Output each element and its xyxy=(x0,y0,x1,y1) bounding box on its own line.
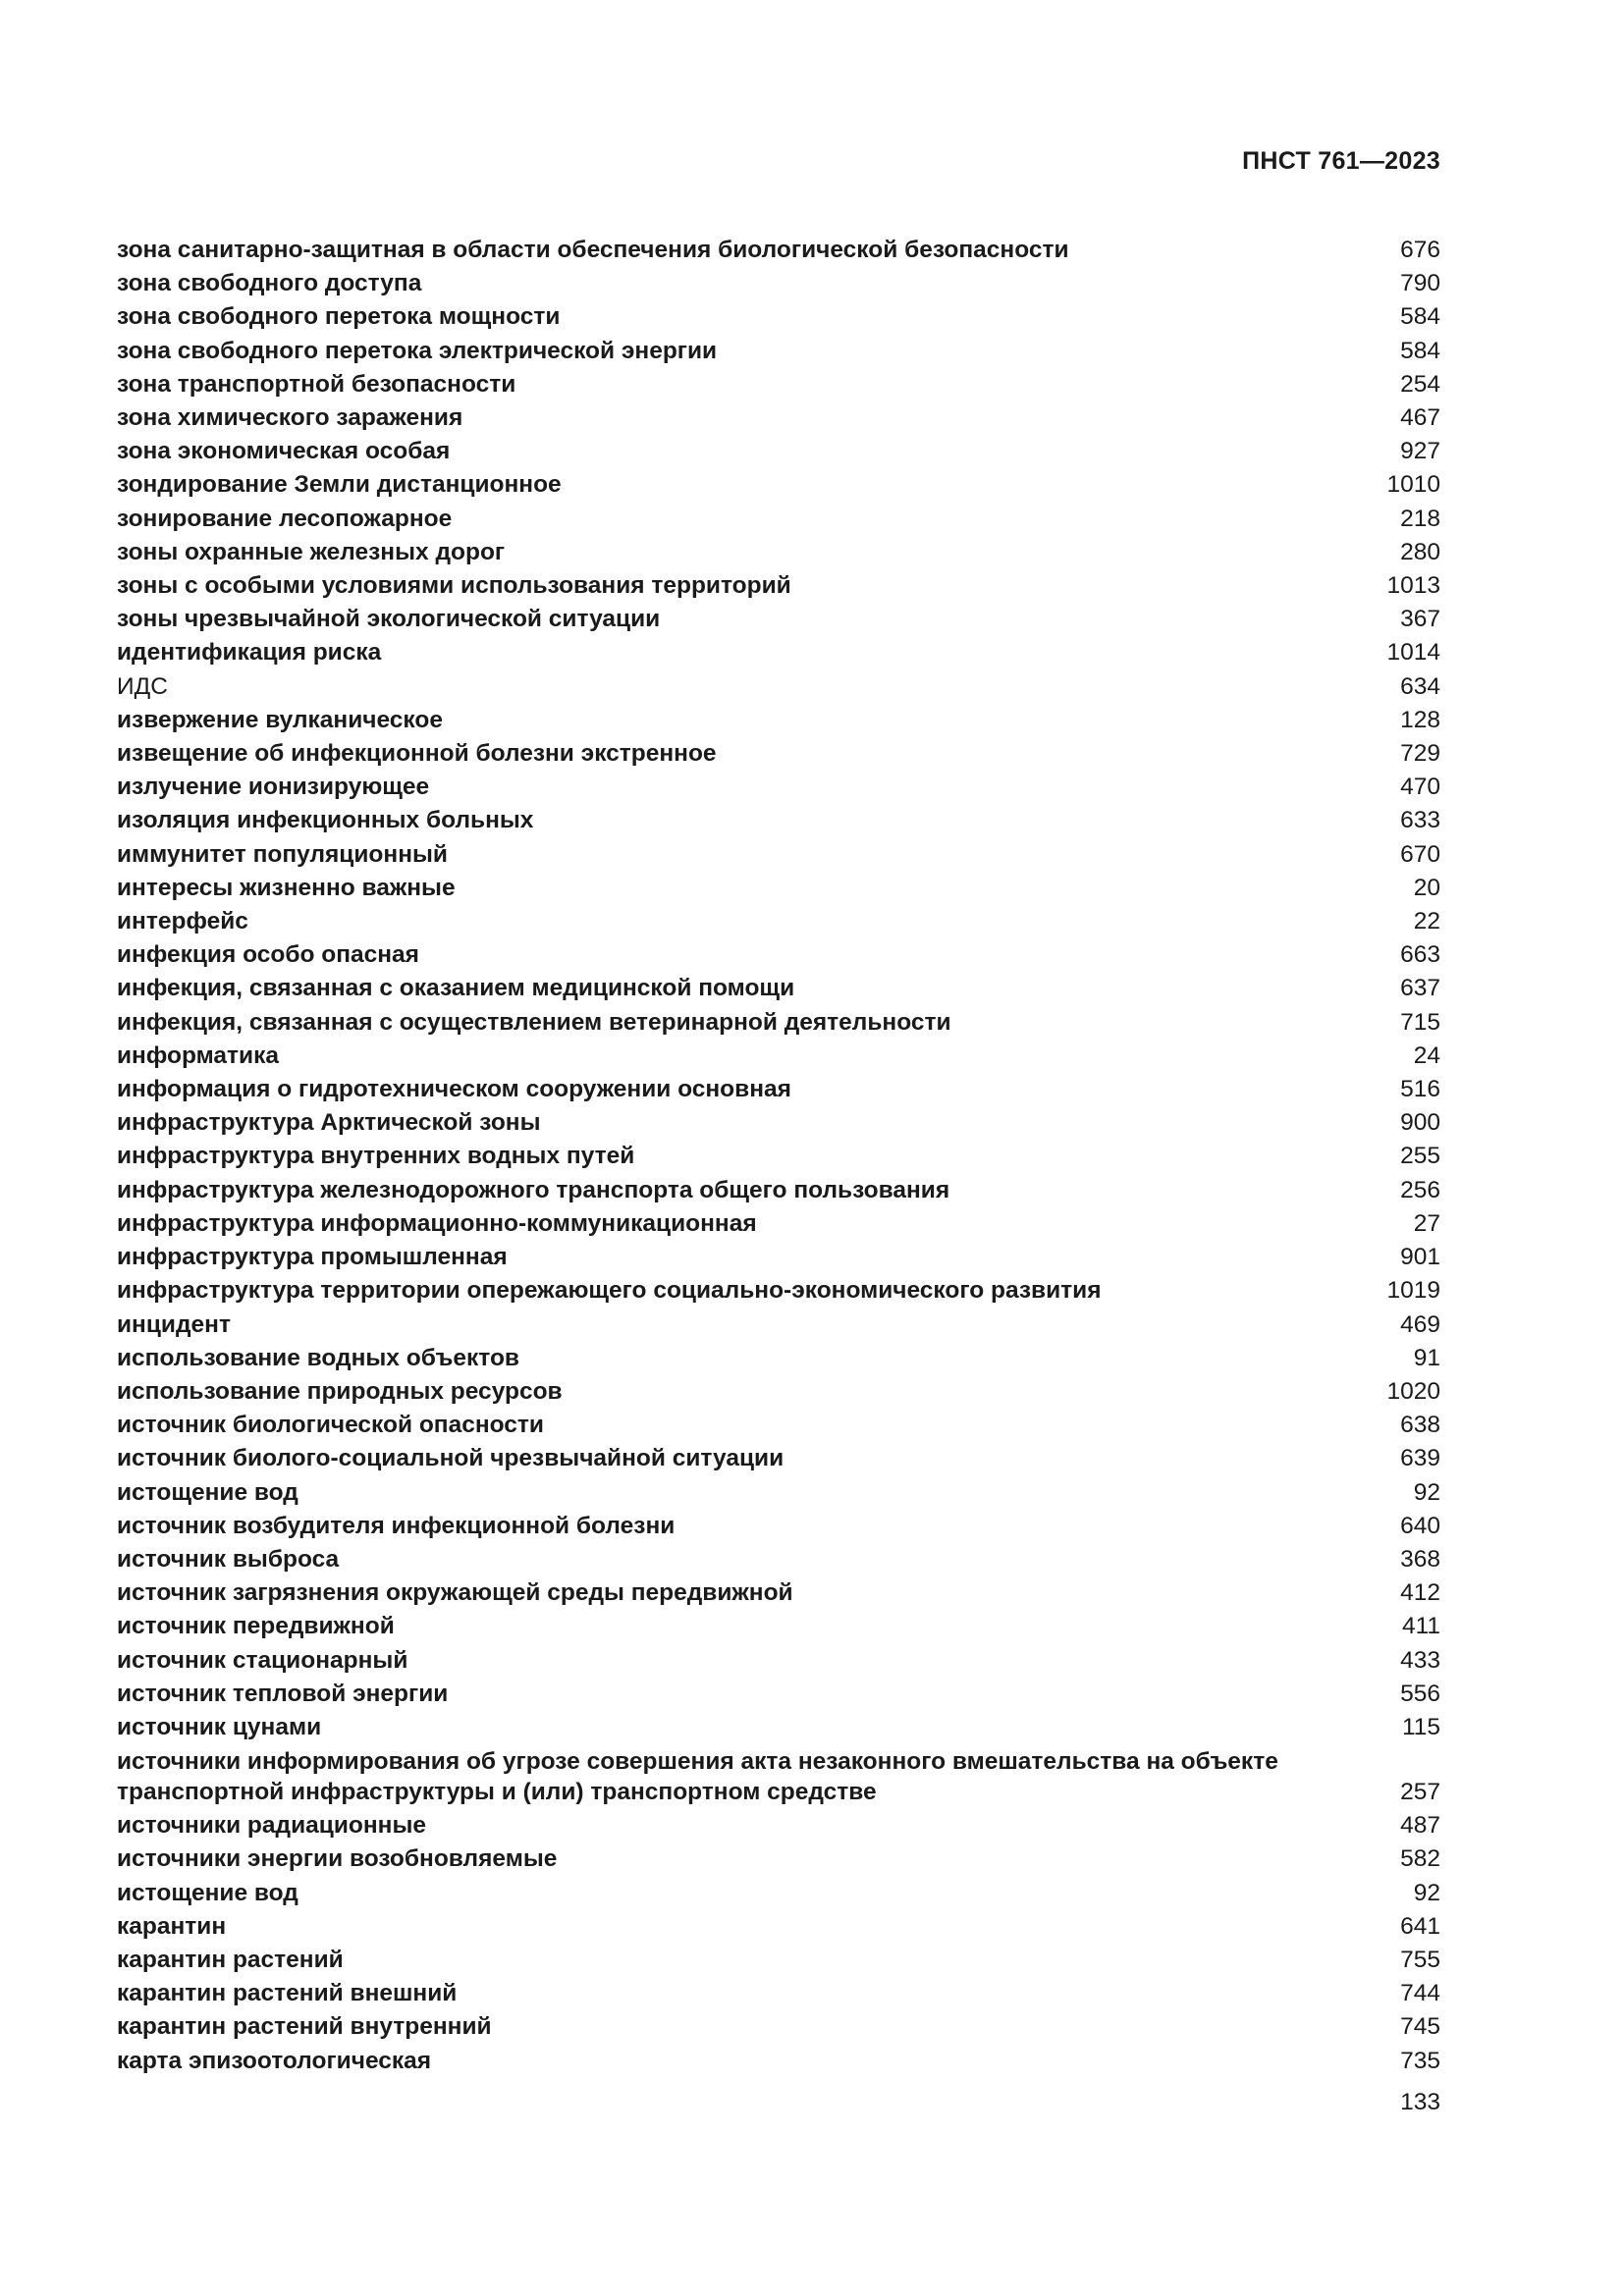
index-page-ref: 411 xyxy=(1401,1613,1440,1640)
index-term: источники энергии возобновляемые xyxy=(117,1845,558,1873)
index-term: извержение вулканическое xyxy=(117,706,443,733)
index-term: зона свободного доступа xyxy=(117,270,422,297)
index-term: карта эпизоотологическая xyxy=(117,2047,432,2074)
index-page-ref: 368 xyxy=(1400,1545,1440,1573)
index-entry xyxy=(117,1543,1440,1576)
index-term: интересы жизненно важные xyxy=(117,874,456,901)
index-entry xyxy=(117,670,1440,704)
index-term: источник биолого-социальной чрезвычайной ситуации xyxy=(117,1445,785,1472)
index-entry xyxy=(117,737,1440,771)
index-entry xyxy=(117,1140,1440,1173)
index-page-ref: 115 xyxy=(1401,1713,1440,1740)
index-page-ref: 639 xyxy=(1400,1445,1440,1472)
index-page-ref: 467 xyxy=(1400,404,1440,432)
index-page-ref: 744 xyxy=(1400,1980,1440,2007)
index-page-ref: 633 xyxy=(1400,807,1440,834)
index-entry xyxy=(117,1678,1440,1711)
index-term: использование природных ресурсов xyxy=(117,1377,563,1405)
index-entry xyxy=(117,1442,1440,1475)
index-term: карантин xyxy=(117,1912,227,1940)
index-page-ref: 487 xyxy=(1400,1812,1440,1840)
index-term: источник цунами xyxy=(117,1713,322,1740)
index-entry xyxy=(117,1241,1440,1274)
index-entry xyxy=(117,1207,1440,1241)
index-page-ref: 1020 xyxy=(1386,1377,1440,1405)
index-term: карантин растений внутренний xyxy=(117,2013,492,2041)
index-entry xyxy=(117,1308,1440,1342)
index-entry xyxy=(117,1711,1440,1744)
index-page-ref: 91 xyxy=(1413,1344,1440,1371)
index-entry xyxy=(117,300,1440,334)
index-term: источники радиационные xyxy=(117,1812,426,1840)
index-term: инфраструктура Арктической зоны xyxy=(117,1109,541,1137)
index-page-ref: 637 xyxy=(1400,975,1440,1002)
index-entry xyxy=(117,1006,1440,1040)
index-page-ref: 556 xyxy=(1400,1680,1440,1707)
index-entry xyxy=(117,1610,1440,1643)
index-entry xyxy=(117,972,1440,1005)
index-page-ref: 128 xyxy=(1400,706,1440,733)
index-entry xyxy=(117,267,1440,300)
index-term: источник выброса xyxy=(117,1545,340,1573)
index-entry xyxy=(117,1944,1440,1977)
index-term: инфекция особо опасная xyxy=(117,941,419,969)
index-page-ref: 1014 xyxy=(1386,639,1440,667)
index-term: информатика xyxy=(117,1041,279,1069)
index-entry xyxy=(117,569,1440,603)
index-page-ref: 640 xyxy=(1400,1512,1440,1539)
index-entry xyxy=(117,503,1440,536)
index-page-ref: 255 xyxy=(1400,1143,1440,1170)
index-page-ref: 900 xyxy=(1400,1109,1440,1137)
index-term: источники информирования об угрозе совершения акта незаконного вмешательства на объекте транспортной инфраструктуры и (или) транспортном средстве xyxy=(117,1748,1278,1806)
index-term: инфраструктура территории опережающего социально-экономического развития xyxy=(117,1277,1102,1305)
index-page-ref: 22 xyxy=(1413,908,1440,935)
index-entry xyxy=(117,1510,1440,1543)
index-entry xyxy=(117,1476,1440,1510)
page-number: 133 xyxy=(1400,2089,1440,2115)
index-term: идентификация риска xyxy=(117,639,382,667)
index-page-ref: 218 xyxy=(1400,505,1440,532)
index-entry xyxy=(117,905,1440,938)
index-entry xyxy=(117,938,1440,972)
index-entry xyxy=(117,636,1440,669)
index-term: источник передвижной xyxy=(117,1613,395,1640)
index-entry xyxy=(117,704,1440,737)
index-term: интерфейс xyxy=(117,908,248,935)
index-page-ref: 676 xyxy=(1400,237,1440,263)
index-term: зона свободного перетока электрической энергии xyxy=(117,337,718,364)
index-entry xyxy=(117,401,1440,435)
document-designation: ПНСТ 761—2023 xyxy=(1242,147,1440,175)
index-entry xyxy=(117,435,1440,468)
index-page-ref: 584 xyxy=(1400,337,1440,364)
index-entry xyxy=(117,1977,1440,2010)
index-page-ref: 641 xyxy=(1400,1912,1440,1940)
index-term: зона экономическая особая xyxy=(117,438,451,465)
index-page-ref: 584 xyxy=(1400,303,1440,331)
index-page-ref: 280 xyxy=(1400,538,1440,565)
index-page-ref: 27 xyxy=(1413,1209,1440,1237)
index-entry xyxy=(117,1106,1440,1140)
index-entry xyxy=(117,1040,1440,1073)
index-entry xyxy=(117,771,1440,804)
index-entry xyxy=(117,838,1440,872)
index-entry xyxy=(117,1375,1440,1409)
index-term: зондирование Земли дистанционное xyxy=(117,471,562,499)
index-term: источник загрязнения окружающей среды передвижной xyxy=(117,1579,793,1607)
index-page-ref: 469 xyxy=(1400,1310,1440,1338)
index-page-ref: 1010 xyxy=(1386,471,1440,499)
index-term: инфекция, связанная с оказанием медицинской помощи xyxy=(117,975,795,1002)
index-term: инфраструктура внутренних водных путей xyxy=(117,1143,635,1170)
index-page-ref: 92 xyxy=(1413,1478,1440,1506)
index-page-ref: 745 xyxy=(1400,2013,1440,2041)
index-entry xyxy=(117,1842,1440,1876)
index-term: иммунитет популяционный xyxy=(117,840,448,868)
index-term: зона транспортной безопасности xyxy=(117,370,516,398)
index-entry xyxy=(117,1744,1440,1809)
index-page-ref: 927 xyxy=(1400,438,1440,465)
index-term: карантин растений xyxy=(117,1946,344,1973)
index-term: изоляция инфекционных больных xyxy=(117,807,534,834)
index-term: истощение вод xyxy=(117,1879,298,1906)
index-term: карантин растений внешний xyxy=(117,1980,458,2007)
index-entry xyxy=(117,1877,1440,1910)
index-term: зонирование лесопожарное xyxy=(117,505,453,532)
index-term: зоны с особыми условиями использования территорий xyxy=(117,572,791,600)
index-term: инфраструктура железнодорожного транспорта общего пользования xyxy=(117,1176,950,1203)
index-page-ref: 735 xyxy=(1400,2047,1440,2074)
index-entry xyxy=(117,804,1440,837)
index-entry xyxy=(117,536,1440,569)
index-term: источник биологической опасности xyxy=(117,1412,544,1439)
index-entry xyxy=(117,368,1440,401)
index-page-ref: 901 xyxy=(1400,1244,1440,1271)
index-page-ref: 367 xyxy=(1400,606,1440,633)
index-term: инфраструктура информационно-коммуникационная xyxy=(117,1209,757,1237)
index-page-ref: 24 xyxy=(1413,1041,1440,1069)
index-term: источник тепловой энергии xyxy=(117,1680,449,1707)
index-term: зона свободного перетока мощности xyxy=(117,303,561,331)
index-page-ref: 715 xyxy=(1400,1008,1440,1036)
index-page-ref: 670 xyxy=(1400,840,1440,868)
index-term: инфраструктура промышленная xyxy=(117,1244,508,1271)
subject-index-list xyxy=(117,234,1440,2078)
index-page-ref: 257 xyxy=(1400,1779,1440,1806)
index-term: зоны чрезвычайной экологической ситуации xyxy=(117,606,661,633)
index-page-ref: 582 xyxy=(1400,1845,1440,1873)
index-term: излучение ионизирующее xyxy=(117,774,430,801)
index-page-ref: 92 xyxy=(1413,1879,1440,1906)
index-entry xyxy=(117,1073,1440,1106)
index-page-ref: 663 xyxy=(1400,941,1440,969)
index-page-ref: 20 xyxy=(1413,874,1440,901)
index-term: извещение об инфекционной болезни экстренное xyxy=(117,740,717,768)
index-entry xyxy=(117,2045,1440,2078)
index-term: ИДС xyxy=(117,672,168,700)
index-page-ref: 755 xyxy=(1400,1946,1440,1973)
index-page-ref: 1013 xyxy=(1386,572,1440,600)
index-page-ref: 433 xyxy=(1400,1646,1440,1674)
index-entry xyxy=(117,1409,1440,1442)
index-page-ref: 470 xyxy=(1400,774,1440,801)
index-entry xyxy=(117,2010,1440,2044)
index-term: инцидент xyxy=(117,1310,231,1338)
index-page-ref: 790 xyxy=(1400,270,1440,297)
index-page-ref: 634 xyxy=(1400,672,1440,700)
index-entry xyxy=(117,872,1440,905)
index-entry xyxy=(117,1809,1440,1842)
index-term: использование водных объектов xyxy=(117,1344,519,1371)
index-page-ref: 638 xyxy=(1400,1412,1440,1439)
index-entry xyxy=(117,468,1440,502)
index-entry xyxy=(117,1174,1440,1207)
index-entry xyxy=(117,603,1440,636)
index-page-ref: 729 xyxy=(1400,740,1440,768)
index-term: зона химического заражения xyxy=(117,404,463,432)
index-term: источник стационарный xyxy=(117,1646,408,1674)
index-term: зона санитарно-защитная в области обеспечения биологической безопасности xyxy=(117,237,1069,263)
index-entry xyxy=(117,335,1440,368)
index-page-ref: 256 xyxy=(1400,1176,1440,1203)
index-term: зоны охранные железных дорог xyxy=(117,538,506,565)
index-page-ref: 1019 xyxy=(1386,1277,1440,1305)
index-page-ref: 254 xyxy=(1400,370,1440,398)
index-entry xyxy=(117,234,1440,267)
index-page-ref: 516 xyxy=(1400,1076,1440,1103)
index-page-ref: 412 xyxy=(1400,1579,1440,1607)
index-term: информация о гидротехническом сооружении основная xyxy=(117,1076,791,1103)
index-entry xyxy=(117,1274,1440,1308)
index-entry xyxy=(117,1644,1440,1678)
index-entry xyxy=(117,1342,1440,1375)
index-term: истощение вод xyxy=(117,1478,298,1506)
index-term: инфекция, связанная с осуществлением ветеринарной деятельности xyxy=(117,1008,951,1036)
index-entry xyxy=(117,1576,1440,1610)
index-entry xyxy=(117,1910,1440,1944)
index-term: источник возбудителя инфекционной болезни xyxy=(117,1512,676,1539)
